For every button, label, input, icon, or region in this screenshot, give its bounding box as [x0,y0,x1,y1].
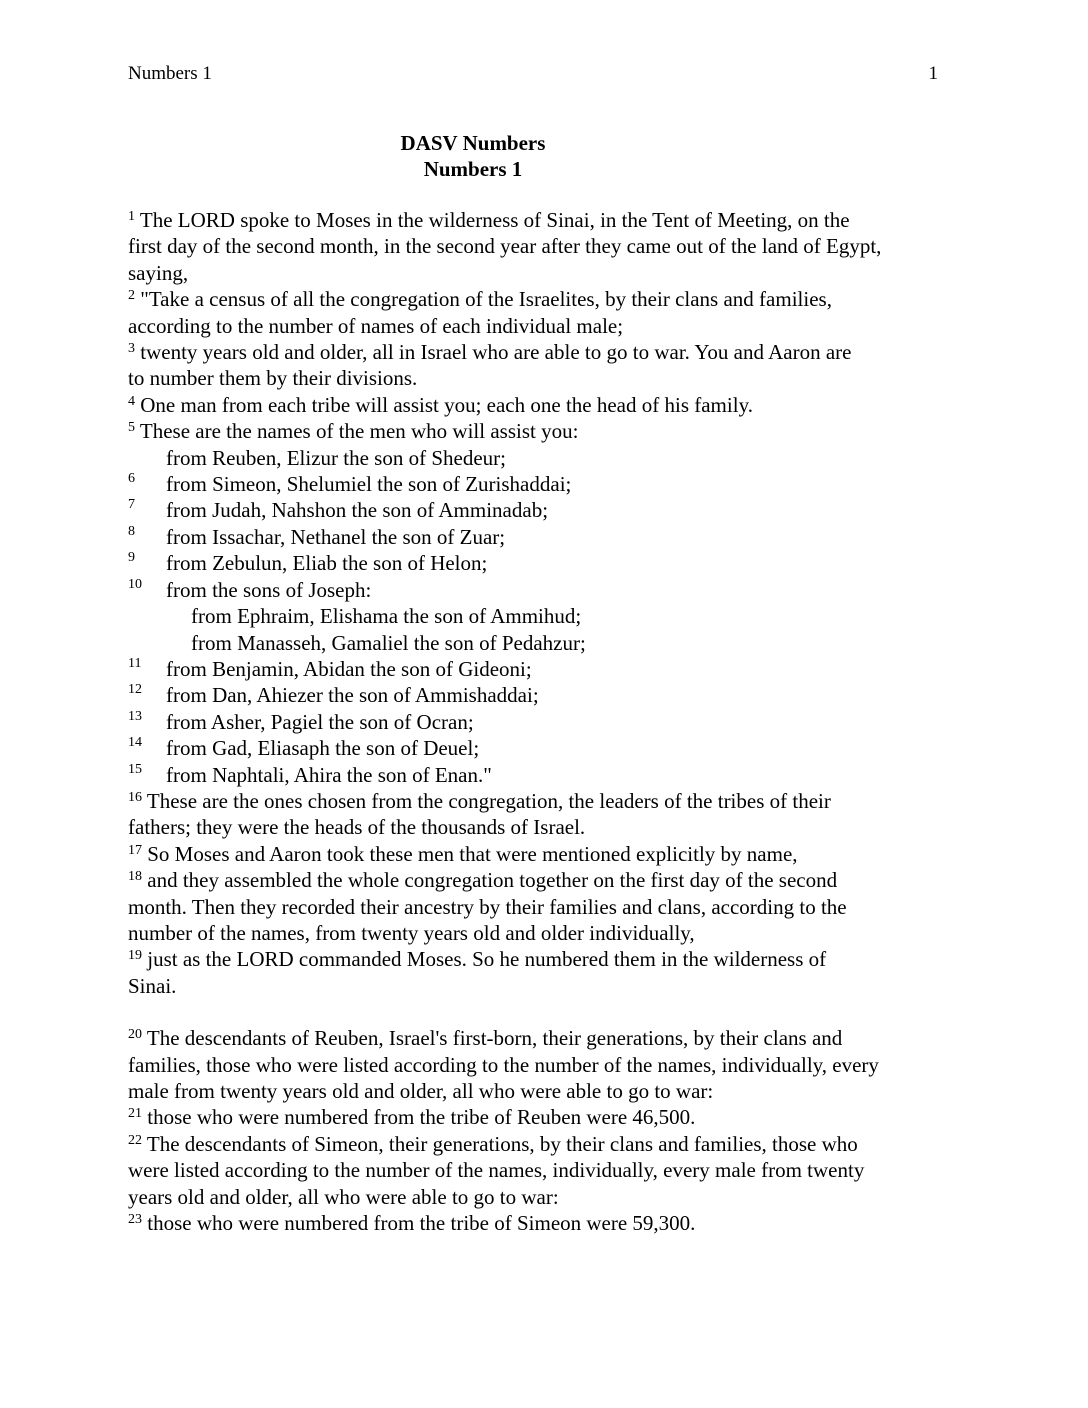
verse-line: The LORD spoke to Moses in the wilderness of Sinai, in the Tent of Meeting, on the [139,208,850,232]
verse-number: 15 [128,761,142,777]
tribe-text: from Reuben, Elizur the son of Shedeur; [166,445,506,470]
verse-22 [128,1131,968,1210]
verse-number: 6 [128,471,135,487]
verse-line: The descendants of Simeon, their generations, by their clans and families, those who [146,1131,858,1156]
verse-line: These are the ones chosen from the congregation, the leaders of the tribes of their [146,788,831,813]
verse-19 [128,946,968,999]
verse-number: 7 [128,497,135,513]
verse-23 [128,1210,968,1236]
tribe-item [128,630,968,656]
paragraph-gap [128,999,968,1025]
verse-line: years old and older, all who were able to go to war: [128,1184,559,1209]
verse-number: 21 [128,1106,142,1122]
verse-number: 23 [128,1212,142,1228]
verse-number: 22 [128,1132,142,1148]
running-header-title: Numbers 1 [128,63,212,84]
verse-line: Sinai. [128,973,177,998]
verse-line: One man from each tribe will assist you; each one the head of his family. [140,392,753,417]
verse-line: those who were numbered from the tribe of Reuben were 46,500. [147,1105,696,1130]
verse-17 [128,841,968,867]
verse-number: 18 [128,869,142,885]
verse-line: to number them by their divisions. [128,366,418,391]
verse-line: So Moses and Aaron took these men that were mentioned explicitly by name, [147,841,798,866]
verse-1 [128,207,968,286]
verse-line: male from twenty years old and older, all who were able to go to war: [128,1079,714,1103]
verse-line: and they assembled the whole congregation together on the first day of the second [147,868,838,893]
tribe-text: from Gad, Eliasaph the son of Deuel; [166,736,480,761]
verse-number: 10 [128,576,142,592]
tribe-item [128,471,968,497]
verse-line: The descendants of Reuben, Israel's first-born, their generations, by their clans and [146,1026,843,1051]
verse-line: "Take a census of all the congregation of the Israelites, by their clans and families, [140,287,832,312]
verse-line: month. Then they recorded their ancestry by their families and clans, according to the [128,894,847,919]
chapter-title: Numbers 1 [423,157,523,181]
verse-18 [128,867,968,946]
tribe-text: from Manasseh, Gamaliel the son of Pedahzur; [191,630,586,655]
title-block [0,130,946,182]
tribe-text: from the sons of Joseph: [166,577,372,602]
verse-20 [128,1025,968,1104]
verse-5 [128,418,968,444]
tribe-item [128,497,968,523]
verse-number: 4 [128,393,135,409]
verse-number: 16 [128,789,142,805]
tribe-item [128,682,968,708]
verse-line: first day of the second month, in the second year after they came out of the land of Egypt, [128,234,882,259]
verse-number: 17 [128,842,142,858]
verse-line: saying, [128,260,189,285]
verse-line: were listed according to the number of the names, individually, every male from twenty [128,1158,865,1183]
verse-number: 14 [128,735,142,751]
verse-line: number of the names, from twenty years old and older individually, [128,920,695,945]
verse-number: 11 [128,655,142,671]
chapter-text [128,207,968,1236]
verse-line: those who were numbered from the tribe of Simeon were 59,300. [147,1211,696,1236]
tribe-text: from Asher, Pagiel the son of Ocran; [166,709,474,734]
tribe-text: from Ephraim, Elishama the son of Ammihud; [191,604,582,629]
verse-21 [128,1104,968,1130]
verse-3 [128,339,968,392]
verse-16 [128,788,968,841]
verse-line: fathers; they were the heads of the thousands of Israel. [128,815,586,840]
verse-line: families, those who were listed according to the number of the names, individually, every [128,1052,879,1077]
verse-number: 8 [128,523,135,539]
tribe-item [128,735,968,761]
tribe-text: from Simeon, Shelumiel the son of Zurishaddai; [166,472,572,497]
verse-number: 19 [128,948,142,964]
tribe-item [128,603,968,629]
verse-number: 5 [128,420,135,436]
tribe-item [128,577,968,603]
book-title: DASV Numbers [400,131,546,155]
verse-2 [128,286,968,339]
verse-number: 1 [128,209,135,224]
tribe-item [128,709,968,735]
tribe-item [128,445,968,471]
tribe-text: from Dan, Ahiezer the son of Ammishaddai; [166,683,539,708]
verse-number: 3 [128,341,135,357]
tribe-item [128,762,968,788]
tribe-item [128,524,968,550]
verse-line: according to the number of names of each individual male; [128,313,624,338]
verse-number: 12 [128,682,142,698]
verse-number: 2 [128,288,135,304]
page-number: 1 [928,63,938,84]
tribe-text: from Judah, Nahshon the son of Amminadab; [166,498,549,523]
tribe-text: from Naphtali, Ahira the son of Enan." [166,762,492,787]
verse-4 [128,392,968,418]
verse-number: 9 [128,550,135,566]
tribe-item [128,656,968,682]
verse-line: just as the LORD commanded Moses. So he numbered them in the wilderness of [147,947,827,972]
tribe-text: from Benjamin, Abidan the son of Gideoni; [166,656,532,681]
tribe-text: from Zebulun, Eliab the son of Helon; [166,551,488,576]
verse-number: 20 [128,1027,142,1043]
verse-line: These are the names of the men who will assist you: [139,419,579,444]
tribe-text: from Issachar, Nethanel the son of Zuar; [166,524,506,549]
verse-line: twenty years old and older, all in Israel who are able to go to war. You and Aaron are [140,340,852,365]
verse-number: 13 [128,708,142,724]
tribe-item [128,550,968,576]
